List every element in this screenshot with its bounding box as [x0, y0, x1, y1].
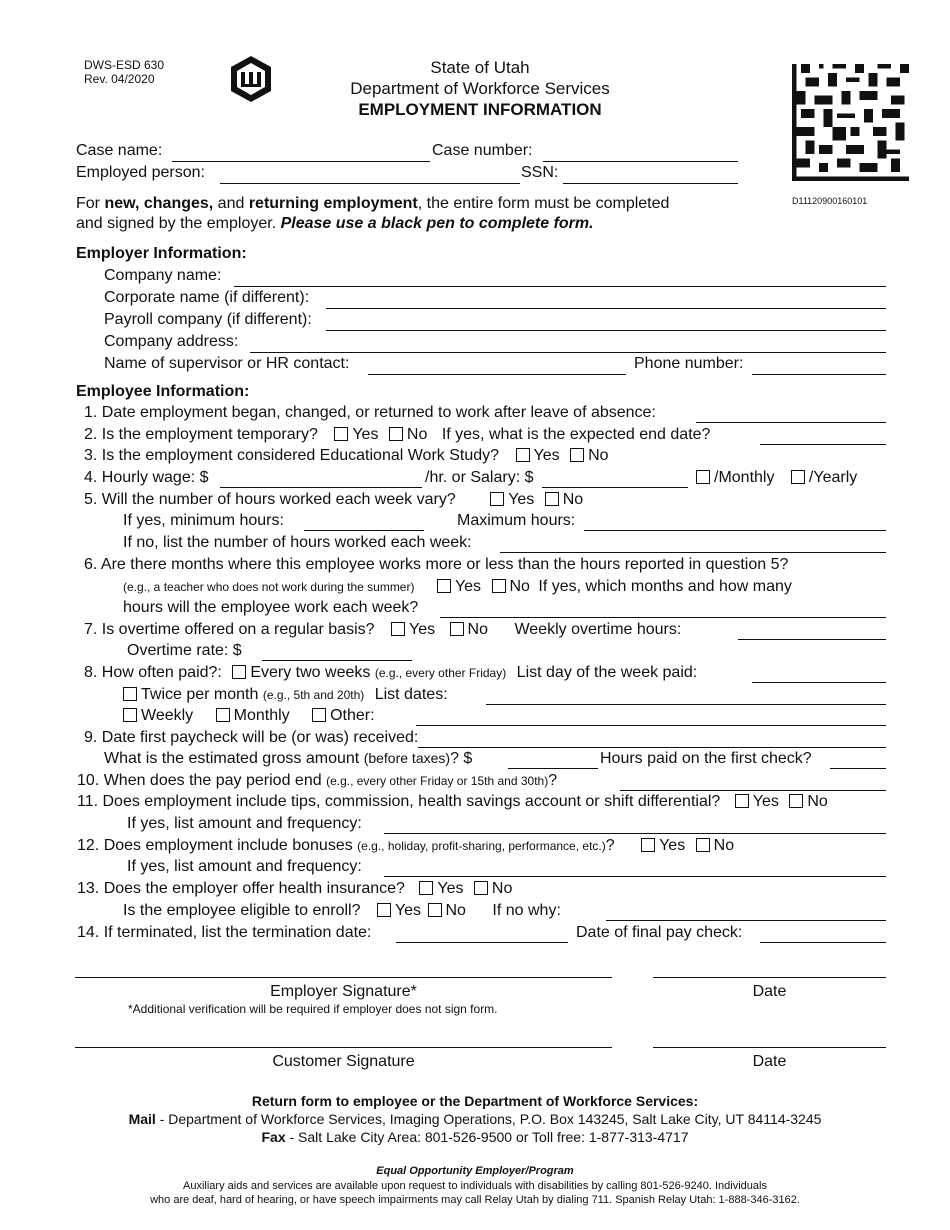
q12-row: 12. Does employment include bonuses (e.g., holiday, profit-sharing, performance, etc.)? Yes No	[77, 837, 735, 854]
ssn-input[interactable]	[563, 167, 738, 184]
q5-no-checkbox[interactable]	[545, 492, 559, 506]
q12-yes-checkbox[interactable]	[641, 838, 655, 852]
supervisor-label: Name of supervisor or HR contact:	[104, 355, 350, 372]
q14-termination-input[interactable]	[396, 926, 568, 943]
q5-max-input[interactable]	[584, 514, 886, 531]
corporate-name-label: Corporate name (if different):	[104, 289, 310, 306]
department-name: Department of Workforce Services	[350, 79, 610, 98]
q6-row: (e.g., a teacher who does not work during the summer) Yes No If yes, which months and how many	[123, 578, 792, 595]
supervisor-input[interactable]	[368, 358, 626, 375]
q5-hours-label: If no, list the number of hours worked each week:	[123, 534, 472, 551]
form-code: DWS-ESD 630	[84, 58, 165, 72]
q1-label: 1. Date employment began, changed, or returned to work after leave of absence:	[84, 404, 656, 421]
q13-yes-checkbox[interactable]	[419, 881, 433, 895]
q11-amount-label: If yes, list amount and frequency:	[127, 815, 362, 832]
q11-row: 11. Does employment include tips, commission, health savings account or shift differential? Yes No	[77, 793, 828, 810]
q7-row: 7. Is overtime offered on a regular basis? Yes No Weekly overtime hours:	[84, 621, 682, 638]
q2-yes-checkbox[interactable]	[334, 427, 348, 441]
q7-weekly-overtime-input[interactable]	[738, 623, 886, 640]
company-address-input[interactable]	[250, 336, 886, 353]
aux-line-2: who are deaf, hard of hearing, or have speech impairments may call Relay Utah by dialing 711. Spanish Relay Utah: 1-888-346-3162.	[150, 1194, 800, 1206]
page-title: EMPLOYMENT INFORMATION	[358, 100, 602, 119]
q11-yes-checkbox[interactable]	[735, 794, 749, 808]
customer-signature-label: Customer Signature	[272, 1053, 415, 1070]
payroll-company-label: Payroll company (if different):	[104, 311, 312, 328]
q12-amount-label: If yes, list amount and frequency:	[127, 858, 362, 875]
utah-dws-logo-icon	[228, 54, 274, 104]
q7-no-checkbox[interactable]	[450, 622, 464, 636]
q3-no-checkbox[interactable]	[570, 448, 584, 462]
q6-hours-input[interactable]	[440, 601, 886, 618]
phone-label: Phone number:	[634, 355, 744, 372]
q11-amount-input[interactable]	[384, 817, 886, 834]
q10-row: 10. When does the pay period end (e.g., every other Friday or 15th and 30th)?	[77, 772, 558, 789]
q4-hourly-input[interactable]	[220, 471, 422, 488]
fax-line: Fax - Salt Lake City Area: 801-526-9500 or Toll free: 1-877-313-4717	[261, 1129, 689, 1145]
company-name-label: Company name:	[104, 267, 222, 284]
q8-dates-input[interactable]	[486, 688, 886, 705]
q8-other-checkbox[interactable]	[312, 708, 326, 722]
q14-final-label: Date of final pay check:	[576, 924, 743, 941]
eoe-line: Equal Opportunity Employer/Program	[376, 1165, 574, 1177]
q7-yes-checkbox[interactable]	[391, 622, 405, 636]
q13-eligible-row: Is the employee eligible to enroll? Yes No If no why:	[123, 902, 561, 919]
q5-max-label: Maximum hours:	[457, 512, 576, 529]
q9-hours-input[interactable]	[830, 752, 886, 769]
q8-row: 8. How often paid?: Every two weeks (e.g., every other Friday) List day of the week paid:	[84, 664, 698, 681]
q6-label: 6. Are there months where this employee works more or less than the hours reported in question 5?	[84, 556, 789, 573]
q8-day-input[interactable]	[752, 666, 886, 683]
payroll-company-input[interactable]	[326, 314, 886, 331]
q8-other-input[interactable]	[416, 709, 886, 726]
employer-heading: Employer Information:	[76, 245, 247, 262]
return-heading: Return form to employee or the Department of Workforce Services:	[251, 1093, 699, 1109]
employer-date-line[interactable]	[653, 977, 886, 978]
q13-row: 13. Does the employer offer health insurance? Yes No	[77, 880, 513, 897]
q5-row: 5. Will the number of hours worked each week vary? Yes No	[84, 491, 584, 508]
q7-rate-input[interactable]	[262, 644, 412, 661]
q2-no-checkbox[interactable]	[389, 427, 403, 441]
q8-other-row: Weekly Monthly Other:	[123, 707, 375, 725]
q4-salary-label: /hr. or Salary: $	[425, 469, 534, 486]
q9-gross-row: What is the estimated gross amount (before taxes)? $	[104, 750, 473, 767]
intro-line-1: For new, changes, and returning employment, the entire form must be completed	[76, 195, 670, 212]
company-address-label: Company address:	[104, 333, 239, 350]
employed-person-label: Employed person:	[76, 164, 205, 181]
q4-yearly-checkbox[interactable]	[791, 470, 805, 484]
barcode-icon	[792, 64, 909, 181]
company-name-input[interactable]	[234, 270, 886, 287]
mail-line: Mail - Department of Workforce Services, Imaging Operations, P.O. Box 143245, Salt Lake City, UT 84114-3245	[128, 1111, 822, 1127]
q14-label: 14. If terminated, list the termination date:	[77, 924, 372, 941]
employer-signature-label: Employer Signature*	[270, 983, 417, 1000]
customer-date-line[interactable]	[653, 1047, 886, 1048]
q8-every-two-weeks-checkbox[interactable]	[232, 665, 246, 679]
state-name: State of Utah	[430, 58, 530, 77]
q2-row: 2. Is the employment temporary? Yes No If yes, what is the expected end date?	[84, 426, 711, 443]
customer-date-label: Date	[752, 1053, 787, 1070]
q13-eligible-yes-checkbox[interactable]	[377, 903, 391, 917]
q8-monthly-checkbox[interactable]	[216, 708, 230, 722]
case-name-input[interactable]	[172, 145, 430, 162]
barcode-id: D11120900160101	[792, 196, 868, 206]
q9-label: 9. Date first paycheck will be (or was) received:	[84, 729, 419, 746]
q6-yes-checkbox[interactable]	[437, 579, 451, 593]
q13-eligible-no-checkbox[interactable]	[428, 903, 442, 917]
q12-amount-input[interactable]	[384, 860, 886, 877]
q7-rate-label: Overtime rate: $	[127, 642, 242, 659]
q8-twice-per-month-checkbox[interactable]	[123, 687, 137, 701]
q6-hours-label: hours will the employee work each week?	[123, 599, 419, 616]
q6-no-checkbox[interactable]	[492, 579, 506, 593]
case-number-label: Case number:	[432, 142, 533, 159]
form-revision: Rev. 04/2020	[84, 72, 155, 86]
q1-input[interactable]	[696, 406, 886, 423]
q13-why-input[interactable]	[606, 904, 886, 921]
q4-salary-input[interactable]	[542, 471, 688, 488]
q13-no-checkbox[interactable]	[474, 881, 488, 895]
q8-weekly-checkbox[interactable]	[123, 708, 137, 722]
customer-signature-line[interactable]	[75, 1047, 612, 1048]
employer-signature-line[interactable]	[75, 977, 612, 978]
q12-no-checkbox[interactable]	[696, 838, 710, 852]
aux-line-1: Auxiliary aids and services are available upon request to individuals with disabilities by calling 801-526-9240. Individuals	[183, 1180, 767, 1192]
q5-min-label: If yes, minimum hours:	[123, 512, 284, 529]
intro-line-2: and signed by the employer. Please use a black pen to complete form.	[76, 215, 594, 232]
employer-date-label: Date	[752, 983, 787, 1000]
q5-hours-input[interactable]	[500, 536, 886, 553]
q9-date-input[interactable]	[418, 731, 886, 748]
q5-min-input[interactable]	[304, 514, 424, 531]
q4-monthly-checkbox[interactable]	[696, 470, 710, 484]
q8-twice-row: Twice per month (e.g., 5th and 20th) List dates:	[123, 686, 448, 704]
q11-no-checkbox[interactable]	[789, 794, 803, 808]
case-name-label: Case name:	[76, 142, 163, 159]
q4-period-row: /Monthly /Yearly	[694, 469, 857, 487]
q5-yes-checkbox[interactable]	[490, 492, 504, 506]
signature-note: *Additional verification will be required if employer does not sign form.	[128, 1002, 498, 1016]
phone-input[interactable]	[752, 358, 886, 375]
q3-row: 3. Is the employment considered Educational Work Study? Yes No	[84, 447, 609, 464]
q3-yes-checkbox[interactable]	[516, 448, 530, 462]
q4-hourly-label: 4. Hourly wage: $	[84, 469, 209, 486]
q9-gross-input[interactable]	[508, 752, 598, 769]
corporate-name-input[interactable]	[326, 292, 886, 309]
case-number-input[interactable]	[543, 145, 738, 162]
q2-end-date-input[interactable]	[760, 428, 886, 445]
employee-heading: Employee Information:	[76, 383, 250, 400]
employed-person-input[interactable]	[220, 167, 520, 184]
q9-hours-label: Hours paid on the first check?	[600, 750, 812, 767]
q10-input[interactable]	[620, 774, 886, 791]
ssn-label: SSN:	[521, 164, 559, 181]
q14-final-input[interactable]	[760, 926, 886, 943]
